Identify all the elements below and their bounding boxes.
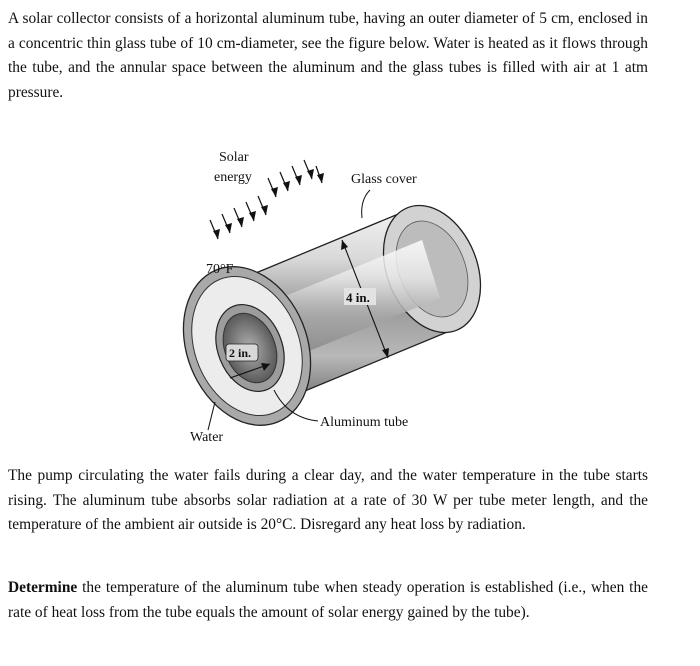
aluminum-tube-label: Aluminum tube <box>320 415 409 430</box>
problem-paragraph: The pump circulating the water fails during a clear day, and the water temperature in the tube starts rising. The aluminum tube absorbs solar radiation at a rate of 30 W per tube meter length, and the temperature of the ambient air outside is 20°C. Disregard any heat loss by radiation. <box>8 467 648 534</box>
task-paragraph <box>8 576 648 625</box>
water-leader <box>208 402 215 430</box>
outer-dim-label: 4 in. <box>346 290 370 305</box>
solar-label-line2: energy <box>214 170 252 185</box>
task-text: the temperature of the aluminum tube when steady operation is established (i.e., when the rate of heat loss from the tube equals the amount of solar energy gained by the tube). <box>8 579 648 621</box>
inner-dim-label: 2 in. <box>229 346 252 360</box>
task-lead: Determine <box>8 579 78 596</box>
intro-paragraph: A solar collector consists of a horizontal aluminum tube, having an outer diameter of 5 cm, enclosed in a concentric thin glass tube of 10 cm-diameter, see the figure below. Water is heated as it flows through the tube, and the annular space between the aluminum and the glass tubes is filled with air at 1 atm pressure. <box>8 10 648 101</box>
ambient-temp-label: 70°F <box>206 262 234 277</box>
solar-collector-figure <box>160 140 500 450</box>
water-label: Water <box>190 430 224 445</box>
glass-cover-label: Glass cover <box>351 172 417 187</box>
solar-label-line1: Solar <box>219 150 249 165</box>
glass-cover-leader <box>362 190 370 218</box>
